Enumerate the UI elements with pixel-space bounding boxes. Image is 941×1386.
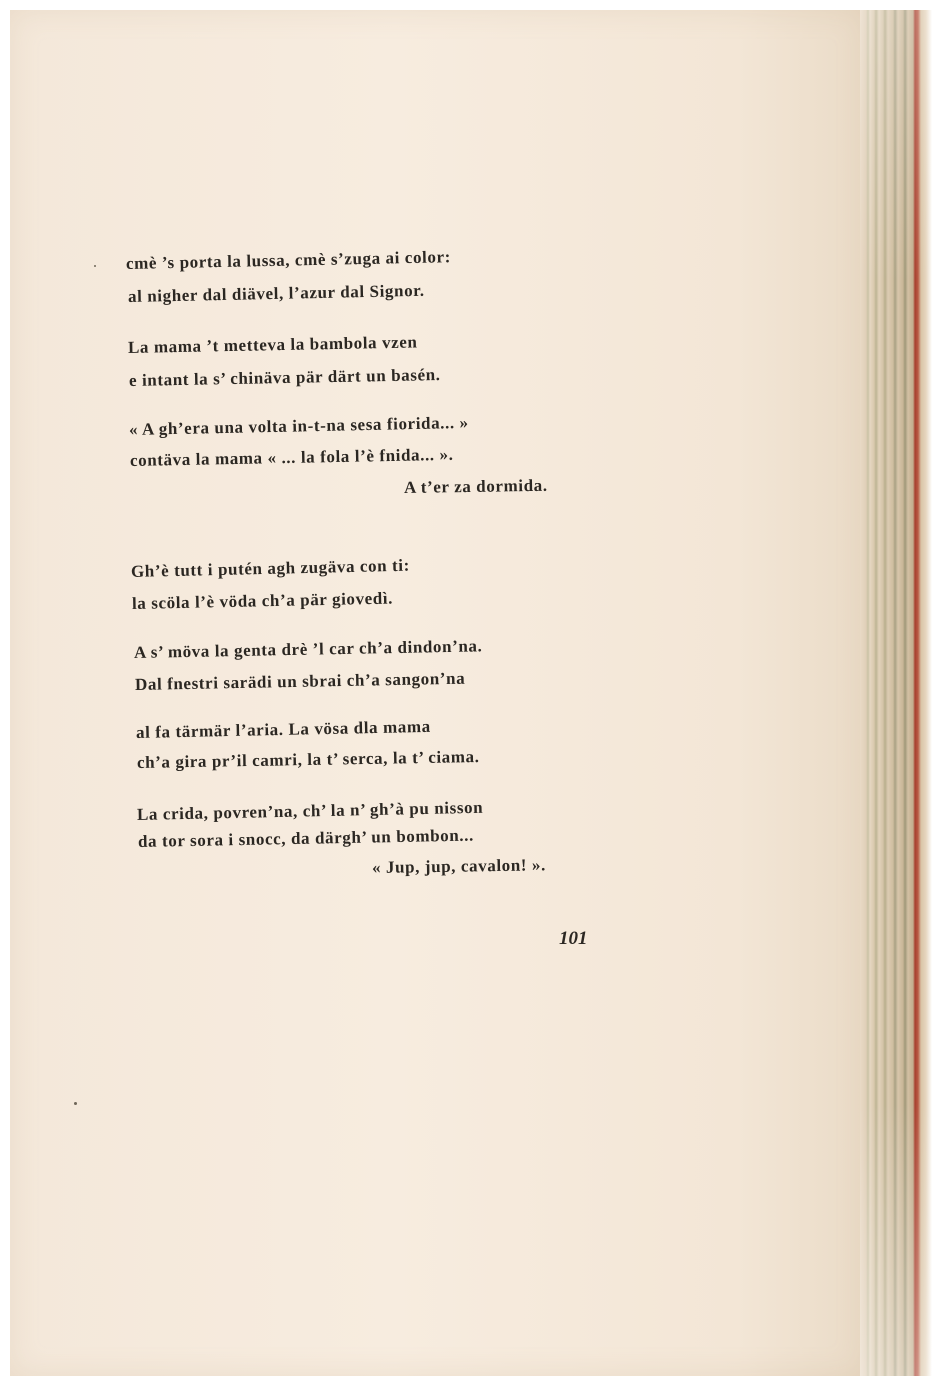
poem-line: e intant la s’ chinäva pär därt un basén. [128,365,441,390]
poem-line: al nigher dal diävel, l’azur dal Signor. [127,280,425,306]
poem-line: La mama ’t metteva la bambola vzen [127,332,418,357]
poem-line: Dal fnestri sarädi un sbrai ch’a sangon’na [134,668,466,694]
poem-line: « A gh’era una volta in-t-na sesa fiorida... » [128,412,469,439]
poem-line: cmè ’s porta la lussa, cmè s’zuga ai color: [125,247,452,273]
poem-line: La crida, povren’na, ch’ la n’ gh’à pu nisson [136,797,484,824]
paper-speck [94,265,96,267]
paper-speck [74,1102,77,1105]
poem-line: A t’er za dormida. [403,475,548,497]
poem-line: A s’ möva la genta drè ’l car ch’a dindon’na. [133,636,483,662]
poem-line: da tor sora i snocc, da därgh’ un bombon... [137,825,475,851]
poem-line: « Jup, jup, cavalon! ». [371,855,547,877]
poem-line: la scöla l’è vöda ch’a pär giovedì. [131,588,394,613]
page-edges-and-binding [860,10,932,1376]
page-number: 101 [559,928,588,949]
poem-line: contäva la mama « ... la fola l’è fnida... ». [129,444,454,470]
poem-line: al fa tärmär l’aria. La vösa dla mama [135,716,431,742]
poem-line: Gh’è tutt i putén agh zugäva con ti: [130,555,411,581]
poem-line: ch’a gira pr’il camri, la t’ serca, la t’ ciama. [136,747,480,772]
